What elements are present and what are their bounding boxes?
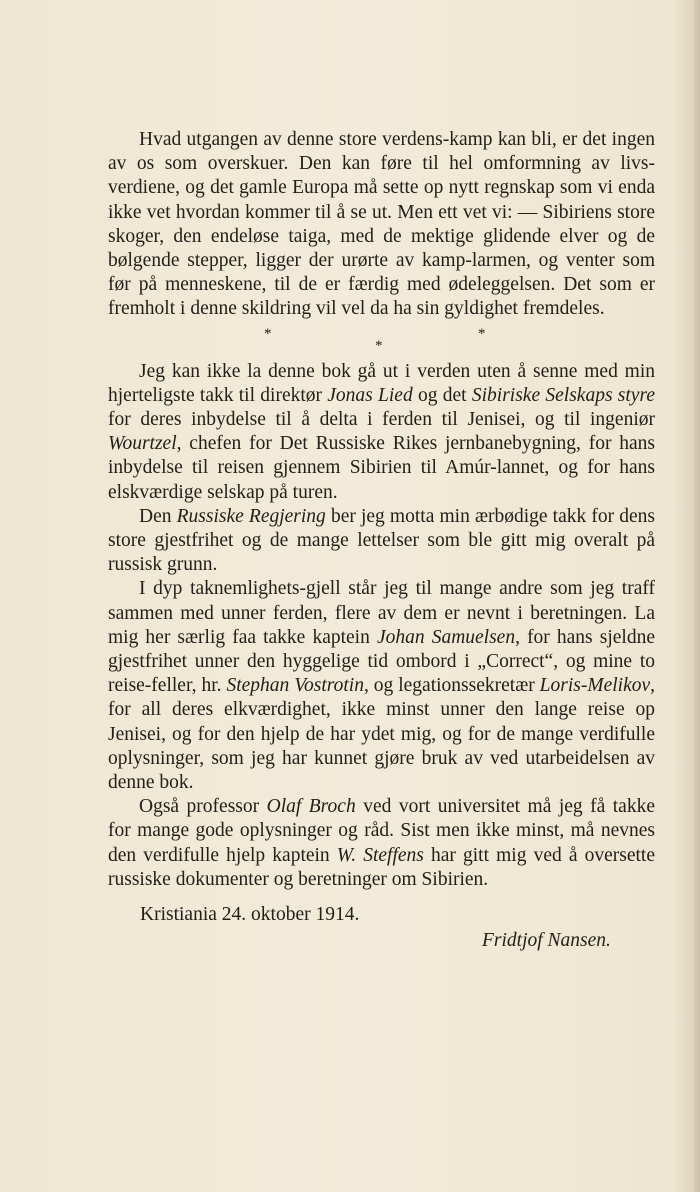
italic-name-run: Jonas Lied [327,384,413,406]
text-run: ber jeg motta min ærbødige takk for dens store gjestfrihet og de mange lettelser som ble gitt mig overalt på russisk grunn. [108,505,655,576]
paragraph-5 [108,795,655,892]
text-run: , chefen for Det Russiske Rikes jernbanebygning, for hans inbydelse til reisen gjennem Sibirien til Amúr-lannet, og for hans elskværdige selskap på turen. [108,433,655,503]
italic-name-run: Wourtzel [108,433,177,455]
text-run: Jeg kan ikke la denne bok gå ut i verden uten å senne med min hjerteligste takk til direktør [108,360,655,406]
asterisk-middle: * [375,337,383,354]
paragraph-4 [108,577,655,795]
italic-name-run: W. Steffens [336,844,424,866]
italic-name-run: Olaf Broch [266,796,356,818]
text-block [108,128,655,892]
page-edge [694,0,700,1192]
italic-name-run: Russiske Regjering [176,505,326,527]
section-divider [108,322,655,360]
text-run: , og legationssekretær [363,675,540,697]
text-run: , for all deres elkværdighet, ikke minst unner den lange reise op Jenisei, og for den hjelp de har ydet mig, og for de mange verdifulle oplysninger, som jeg har kunnet gjøre bruk av ved utarbeidelsen av denne bok. [108,675,656,794]
text-run: har gitt mig ved å oversette russiske dokumenter og beretninger om Sibirien. [108,844,655,890]
dateline: Kristiania 24. oktober 1914. [140,904,360,925]
italic-name-run: Loris-Melikov [539,675,651,697]
paragraph-3 [108,505,655,578]
signature: Fridtjof Nansen. [482,930,611,951]
text-run: , for hans sjeldne gjestfrihet unner den hyggelige tid ombord i „Correct“, og mine to reise-feller, hr. [108,626,655,697]
text-run: Hvad utgangen av denne store verdens-kamp kan bli, er det ingen av os som overskuer. Den kan føre til hel omformning av livs-verdiene, og det gamle Europa må sette op nytt regnskap som vi enda ikke vet hvordan kommer til å se ut. Men ett vet vi: — Sibiriens store skoger, den endeløse taiga, med de mektige glidende elver og de bølgende stepper, ligger der urørte av kamp-larmen, og venter som før på menneskene, til de er færdig med ødeleggelsen. Det som er fremholt i denne skildring vil vel da ha sin gyldighet fremdeles. [108,129,655,320]
text-run: og det [412,384,472,406]
asterisk-right: * [478,325,486,342]
text-run: I dyp taknemlighets-gjell står jeg til mange andre som jeg traff sammen med unner ferden, flere av dem er nevnt i beretningen. La mig her særlig faa takke kaptein [108,578,655,648]
text-run: for deres inbydelse til å delta i ferden til Jenisei, og til ingeniør [108,409,655,431]
text-run: ved vort universitet må jeg få takke for mange gode oplysninger og råd. Sist men ikke minst, må nevnes den verdifulle hjelp kaptein [108,796,655,866]
italic-name-run: Stephan Vostrotin [226,675,364,697]
text-run: Den [139,505,177,527]
paragraph-2 [108,360,655,505]
asterisk-left: * [264,325,272,342]
text-run: Også professor [139,796,267,818]
italic-name-run: Sibiriske Selskaps styre [471,384,655,406]
paragraph-1 [108,128,655,322]
italic-name-run: Johan Samuelsen [376,626,516,648]
